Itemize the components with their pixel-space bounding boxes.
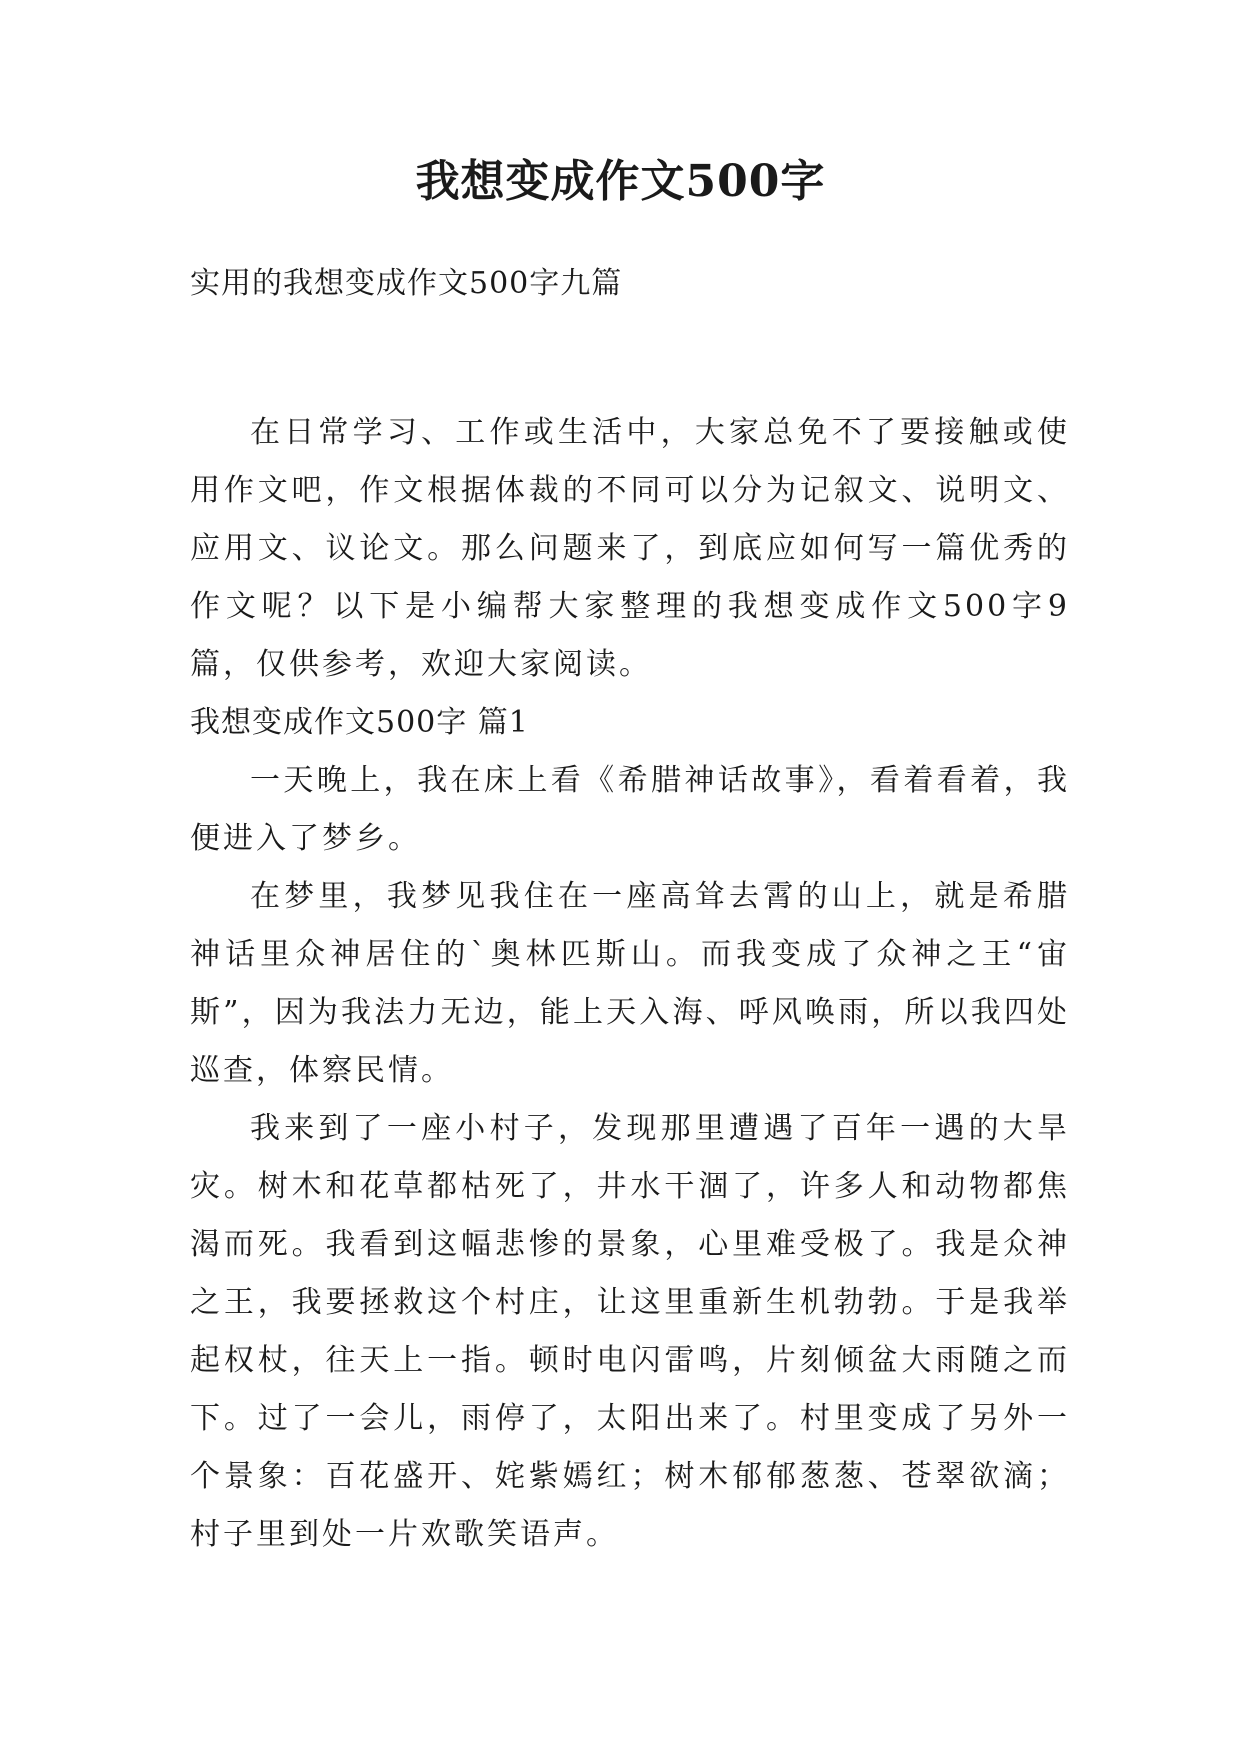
section-heading: 我想变成作文500字 篇1 (190, 705, 529, 740)
intro-paragraph: 在日常学习、工作或生活中，大家总免不了要接触或使用作文吧，作文根据体裁的不同可以分为记叙文、说明文、应用文、议论文。那么问题来了，到底应如何写一篇优秀的作文呢？以下是小编帮大家整理的我想变成作文500字9篇，仅供参考，欢迎大家阅读。 (190, 415, 1070, 682)
body-paragraph-1: 一天晚上，我在床上看《希腊神话故事》，看着看着，我便进入了梦乡。 (190, 763, 1070, 856)
body-paragraph-2: 在梦里，我梦见我住在一座高耸去霄的山上，就是希腊神话里众神居住的`奥林匹斯山。而我变成了众神之王“宙斯”，因为我法力无边，能上天入海、呼风唤雨，所以我四处巡查，体察民情。 (190, 879, 1070, 1088)
document-title: 我想变成作文500字 (415, 156, 826, 207)
body-paragraph-3: 我来到了一座小村子，发现那里遭遇了百年一遇的大旱灾。树木和花草都枯死了，井水干涸了，许多人和动物都焦渴而死。我看到这幅悲惨的景象，心里难受极了。我是众神之王，我要拯救这个村庄，让这里重新生机勃勃。于是我举起权杖，往天上一指。顿时电闪雷鸣，片刻倾盆大雨随之而下。过了一会儿，雨停了，太阳出来了。村里变成了另外一个景象：百花盛开、姹紫嫣红；树木郁郁葱葱、苍翠欲滴；村子里到处一片欢歌笑语声。 (190, 1111, 1070, 1552)
document-body (190, 404, 1070, 1564)
document-subtitle: 实用的我想变成作文500字九篇 (190, 266, 623, 301)
